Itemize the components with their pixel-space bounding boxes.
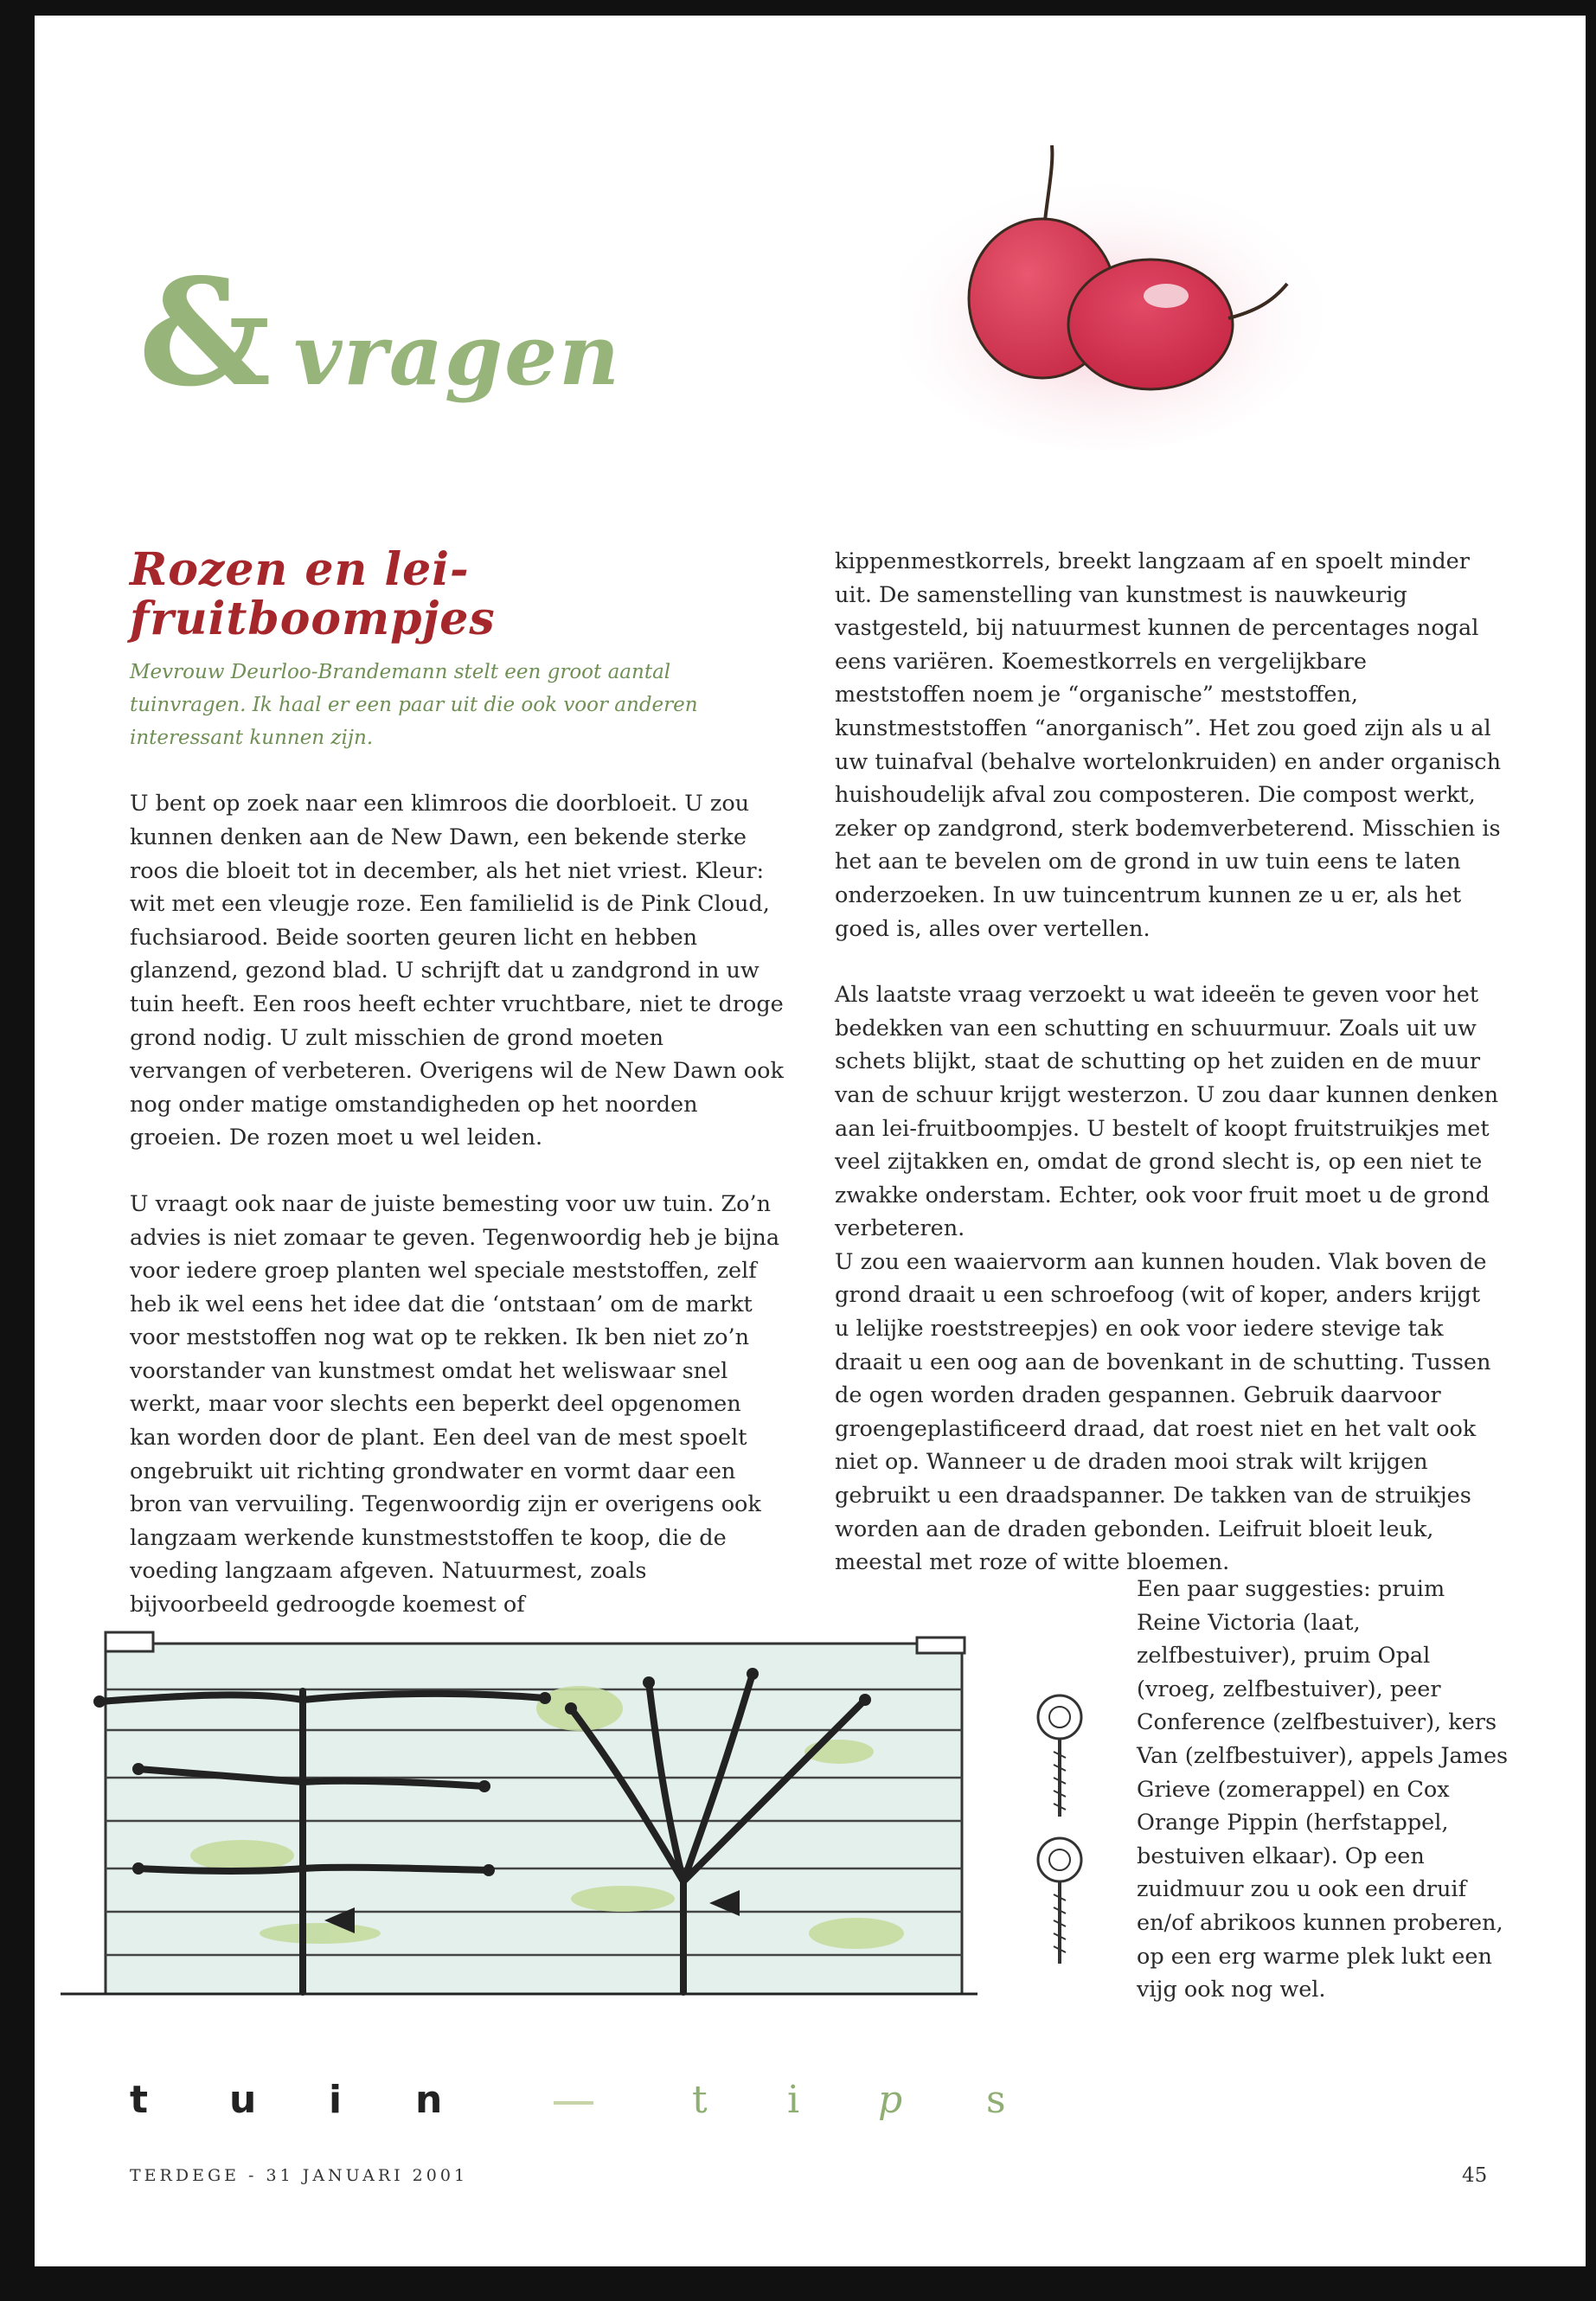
section-label-tuin-tips [130,2074,1021,2144]
page-border-bottom [0,2266,1596,2301]
label-letter: i [329,2078,343,2122]
paragraph-climbing-rose: U bent op zoek naar een klimroos die doorbloeit. U zou kunnen denken aan de New Dawn, een bekende sterke roos die bloeit tot in december, als het niet vriest. Kleur: wit met een vleugje roze. Een familielid is de Pink Cloud, fuchsiarood. Beide soorten geuren licht en hebben glanzend, gezond blad. U schrijft dat u zandgrond in uw tuin heeft. Een roos heeft echter vruchtbare, niet te droge grond nodig. U zult misschien de grond moeten vervangen of verbeteren. Overigens wil de New Dawn ook nog onder matige omstandigheden op het noorden groeien. De rozen moet u wel leiden. [130,791,784,1151]
paragraph-compost: kippenmestkorrels, breekt langzaam af en spoelt minder uit. De samenstelling van kunstmest is nauwkeurig vastgesteld, bij natuurmest kunnen de percentages nogal eens variëren. Koemestkorrels en vergelijkbare meststoffen noem je “organische” meststoffen, kunstmeststoffen “anorganisch”. Het zou goed zijn als u al uw tuinafval (behalve wortelonkruiden) en ander organisch huishoudelijk afval zou composteren. Die compost werkt, zeker op zandgrond, sterk bodemverbeterend. Misschien is het aan te bevelen om de grond in uw tuin eens te laten onderzoeken. In uw tuincentrum kunnen ze u er, als het goed is, alles over vertellen. [835,548,1502,942]
label-letter: i [787,2078,800,2122]
page-border-left [0,0,35,2301]
page-number: 45 [1462,2164,1488,2187]
article-right-column [835,545,1501,1580]
paragraph-fertilizer: U vraagt ook naar de juiste bemesting voor uw tuin. Zo’n advies is niet zomaar te geven. Tegenwoordig heb je bijna voor iedere groep planten wel speciale meststoffen, zelf heb ik wel eens het idee dat die ‘ontstaan’ om de markt voor meststoffen nog wat op te rekken. Ik ben niet zo’n voorstander van kunstmest omdat het weliswaar snel werkt, maar voor slechts een beperkt deel opgenomen kan worden door de plant. Een deel van de mest spoelt ongebruikt uit richting grondwater en vormt daar een bron van vervuiling. Tegenwoordig zijn er overigens ook langzaam werkende kunstmeststoffen te koop, die de voeding langzaam afgeven. Natuurmest, zoals bijvoorbeeld gedroogde koemest of [130,1190,780,1618]
page-border-right [1586,0,1596,2301]
espalier-fence-illustration [61,1622,977,2029]
label-letter: n [415,2078,443,2122]
page-border-top [0,0,1596,16]
label-letter: t [692,2078,708,2122]
paragraph-fan-shape: U zou een waaiervorm aan kunnen houden. Vlak boven de grond draait u een schroefoog (wit of koper, anders krijgt u lelijke roeststreepjes) en ook voor iedere stevige tak draait u een oog aan de bovenkant in de schutting. Tussen de ogen worden draden gespannen. Gebruik daarvoor groengeplastificeerd draad, dat roest niet en het valt ook niet op. Wanneer u de draden mooi strak wilt krijgen gebruikt u een draadspanner. De takken van de struikjes worden aan de draden gebonden. Leifruit bloeit leuk, meestal met roze of witte bloemen. [835,1248,1491,1576]
footer-publication: TERDEGE - 31 JANUARI 2001 [130,2166,469,2185]
section-heading [138,247,622,420]
article-intro: Mevrouw Deurloo-Brandemann stelt een groot aantal tuinvragen. Ik haal er een paar uit die ook voor anderen interessant kunnen zijn. [130,661,698,750]
label-dash [554,2101,593,2105]
heading-ampersand: & [138,247,272,420]
paragraph-suggestions: Een paar suggesties: pruim Reine Victoria (laat, zelfbestuiver), pruim Opal (vroeg, zelfbestuiver), peer Conference (zelfbestuiver), kers Van (zelfbestuiver), appels James Grieve (zomerappel) en Cox Orange Pippin (herfstappel, bestuiven elkaar). Op een zuidmuur zou u ook een druif en/of abrikoos kunnen proberen, op een erg warme plek lukt een vijg ook nog wel. [1137,1576,1509,2003]
label-letter: s [986,2078,1006,2122]
heading-word: vragen [293,306,622,404]
plums-illustration [900,138,1349,450]
article-left-column [130,545,787,1622]
label-letter: t [130,2078,149,2122]
article-title: Rozen en lei-fruitboompjes [130,543,496,646]
label-letter: u [229,2078,257,2122]
paragraph-espalier: Als laatste vraag verzoekt u wat ideeën te geven voor het bedekken van een schutting en schuurmuur. Zoals uit uw schets blijkt, staat de schutting op het zuiden en de muur van de schuur krijgt westerzon. U zou daar kunnen denken aan lei-fruitboompjes. U bestelt of koopt fruitstruikjes met veel zijtakken en, omdat de grond slecht is, op een niet te zwakke onderstam. Echter, ook voor fruit moet u de grond verbeteren. [835,982,1499,1242]
label-letter: p [878,2078,903,2122]
screw-eye-hooks-illustration [1029,1678,1090,1972]
